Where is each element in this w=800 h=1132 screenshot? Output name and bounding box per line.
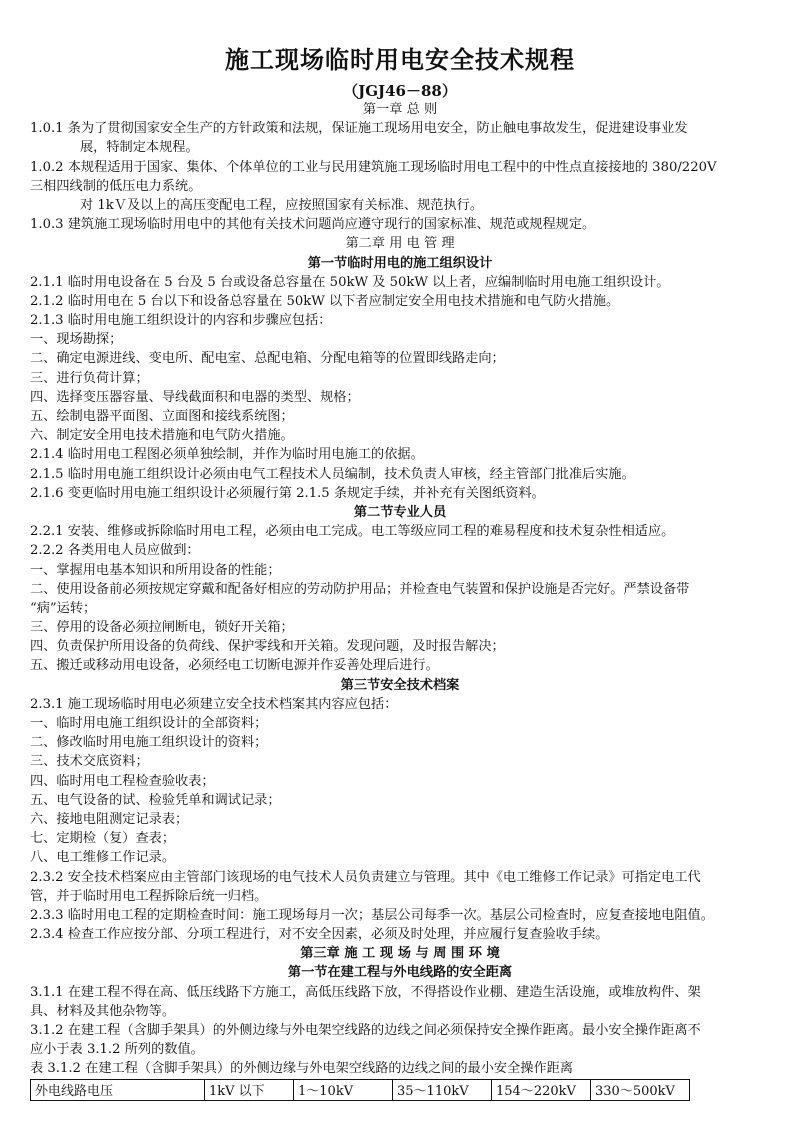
text-line: 七、定期检（复）查表； <box>30 831 176 847</box>
text-line: 2.3.1 施工现场临时用电必须建立安全技术档案其内容应包括： <box>30 696 398 712</box>
text-line: 表 3.1.2 在建工程（含脚手架具）的外侧边缘与外电架空线路的边线之间的最小安全操作距离 <box>30 1061 574 1077</box>
text-line: 应小于表 3.1.2 所列的数值。 <box>30 1042 204 1058</box>
text-line: 具、材料及其他杂物等。 <box>30 1003 176 1019</box>
text-line: 1.0.3 建筑施工现场临时用电中的其他有关技术问题尚应遵守现行的国家标准、规范或规程规定。 <box>30 217 596 233</box>
text-line: 2.1.3 临时用电施工组织设计的内容和步骤应包括： <box>30 313 332 329</box>
table-cell: 35～110kV <box>393 1079 492 1100</box>
text-line: 四、选择变压器容量、导线截面积和电器的类型、规格； <box>30 389 360 405</box>
table-cell: 外电线路电压 <box>31 1079 205 1100</box>
section-heading: 第一节临时用电的施工组织设计 <box>307 255 493 271</box>
text-line: 二、使用设备前必须按规定穿戴和配备好相应的劳动防护用品；并检查电气装置和保护设施是否完好。严禁设备带 <box>30 581 690 597</box>
text-line: 二、修改临时用电施工组织设计的资料； <box>30 735 268 751</box>
document-title: 施工现场临时用电安全技术规程 <box>225 45 575 74</box>
text-line: 2.1.6 变更临时用电施工组织设计必须履行第 2.1.5 条规定手续，并补充有关图纸资料。 <box>30 485 545 501</box>
section-heading: 第三章 施 工 现 场 与 周 围 环 境 <box>300 946 500 962</box>
section-heading: 第一节在建工程与外电线路的安全距离 <box>287 965 513 981</box>
text-line: 2.1.5 临时用电施工组织设计必须由电气工程技术人员编制，技术负责人审核，经主管部门批准后实施。 <box>30 466 635 482</box>
text-line: 2.2.2 各类用电人员应做到： <box>30 543 200 559</box>
text-line: 一、现场勘探； <box>30 332 123 348</box>
text-line: 三、技术交底资料； <box>30 754 149 770</box>
text-line: 1.0.1 条为了贯彻国家安全生产的方针政策和法规，保证施工现场用电安全，防止触电事故发生，促进建设事业发 <box>30 121 688 137</box>
text-line: “病”运转； <box>30 600 97 616</box>
text-line: 四、临时用电工程检查验收表； <box>30 773 215 789</box>
text-line: 三、进行负荷计算； <box>30 370 149 386</box>
text-line: 四、负责保护所用设备的负荷线、保护零线和开关箱。发现问题，及时报告解决； <box>30 639 505 655</box>
table-row <box>31 1079 690 1100</box>
text-line: 一、掌握用电基本知识和所用设备的性能； <box>30 562 281 578</box>
text-line: 三相四线制的低压电力系统。 <box>30 178 202 194</box>
text-line: 对 1kＶ及以上的高压变配电工程，应按照国家有关标准、规范执行。 <box>80 197 484 213</box>
text-line: 五、电气设备的试、检验凭单和调试记录； <box>30 792 281 808</box>
text-line: 六、制定安全用电技术措施和电气防火措施。 <box>30 428 294 444</box>
text-line: 3.1.1 在建工程不得在高、低压线路下方施工，高低压线路下放，不得搭设作业棚、建造生活设施，或堆放构件、架 <box>30 984 701 1000</box>
text-line: 展，特制定本规程。 <box>80 140 199 156</box>
text-line: 管，并于临时用电工程拆除后统一归档。 <box>30 888 268 904</box>
document-body <box>30 100 770 1101</box>
text-line: 二、确定电源进线、变电所、配电室、总配电箱、分配电箱等的位置即线路走向； <box>30 351 505 367</box>
text-line: 2.3.2 安全技术档案应由主管部门该现场的电气技术人员负责建立与管理。其中《电工维修工作记录》可指定电工代 <box>30 869 701 885</box>
text-line: 2.2.1 安装、维修或拆除临时用电工程，必须由电工完成。电工等级应同工程的难易程度和技术复杂性相适应。 <box>30 524 675 540</box>
table-cell: 1kV 以下 <box>205 1079 294 1100</box>
text-line: 2.1.1 临时用电设备在 5 台及 5 台或设备总容量在 50kW 及 50kW 以上者，应编制临时用电施工组织设计。 <box>30 274 670 290</box>
table-cell: 330～500kV <box>591 1079 690 1100</box>
section-heading: 第二节专业人员 <box>353 504 447 520</box>
table-cell: 1～10kV <box>294 1079 393 1100</box>
text-line: 八、电工维修工作记录。 <box>30 850 176 866</box>
section-heading: 第一章 总 则 <box>362 102 438 117</box>
text-line: 三、停用的设备必须拉闸断电，锁好开关箱； <box>30 620 294 636</box>
standard-code: （JGJ46－88） <box>343 82 457 100</box>
text-line: 2.3.4 检查工作应按分部、分项工程进行，对不安全因素，必须及时处理，并应履行复查验收手续。 <box>30 927 609 943</box>
text-line: 一、临时用电施工组织设计的全部资料； <box>30 716 268 731</box>
distance-table <box>30 1079 690 1101</box>
text-line: 3.1.2 在建工程（含脚手架具）的外侧边缘与外电架空线路的边线之间必须保持安全操作距离。最小安全操作距离不 <box>30 1023 701 1038</box>
text-line: 2.3.3 临时用电工程的定期检查时间：施工现场每月一次；基层公司每季一次。基层公司检查时，应复查接地电阻值。 <box>30 907 714 923</box>
text-line: 2.1.2 临时用电在 5 台以下和设备总容量在 50kW 以下者应制定安全用电技术措施和电气防火措施。 <box>30 293 620 309</box>
text-line: 五、搬迁或移动用电设备，必须经电工切断电源并作妥善处理后进行。 <box>30 658 439 674</box>
section-heading: 第三节安全技术档案 <box>340 677 460 693</box>
text-line: 1.0.2 本规程适用于国家、集体、个体单位的工业与民用建筑施工现场临时用电工程中的中性点直接接地的 380/220V <box>30 159 717 175</box>
text-line: 六、接地电阻测定记录表； <box>30 811 189 827</box>
text-line: 2.1.4 临时用电工程图必须单独绘制，并作为临时用电施工的依据。 <box>30 447 424 463</box>
text-line: 五、绘制电器平面图、立面图和接线系统图； <box>30 409 294 424</box>
table-cell: 154～220kV <box>492 1079 591 1100</box>
section-heading: 第二章 用 电 管 理 <box>345 236 455 252</box>
